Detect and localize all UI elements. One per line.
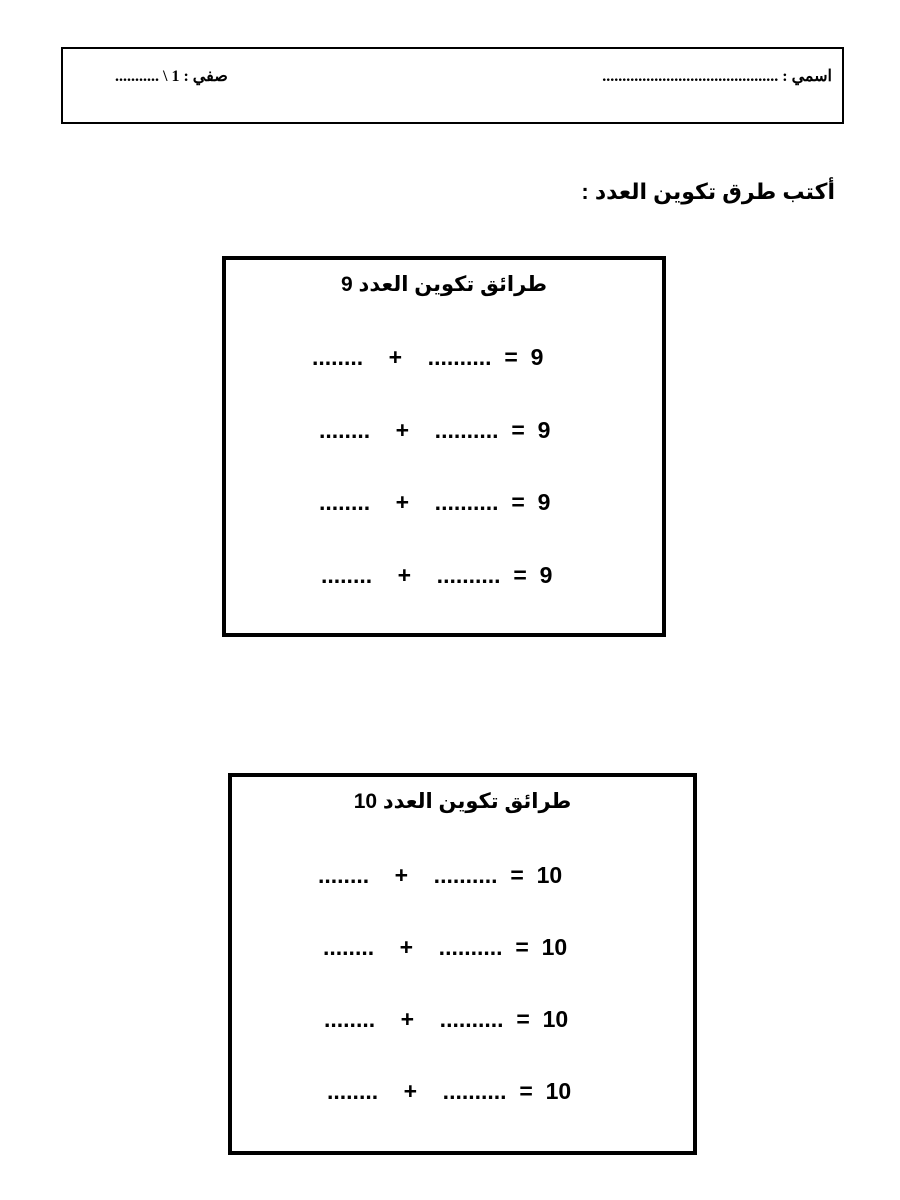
equation-row[interactable]: ........ + .......... = 10 [323,934,568,960]
name-field[interactable]: اسمي : ............................................ [602,68,832,85]
equation-row[interactable]: ........ + .......... = 9 [319,489,551,515]
class-field[interactable]: صفي : 1 \ ........... [115,68,228,85]
number-10-compositions-box [228,773,697,1155]
number-9-compositions-box [222,256,666,637]
box-title-10: طرائق تكوين العدد 10 [353,790,572,813]
box-title-9: طرائق تكوين العدد 9 [341,273,547,296]
instruction-text: أكتب طرق تكوين العدد : [581,179,835,204]
equation-row[interactable]: ........ + .......... = 9 [321,562,553,588]
equation-row[interactable]: ........ + .......... = 10 [327,1078,572,1104]
equation-row[interactable]: ........ + .......... = 10 [324,1006,569,1032]
equation-row[interactable]: ........ + .......... = 9 [319,417,551,443]
equation-row[interactable]: ........ + .......... = 10 [318,862,563,888]
student-info-box [61,47,844,124]
equation-row[interactable]: ........ + .......... = 9 [312,344,544,370]
